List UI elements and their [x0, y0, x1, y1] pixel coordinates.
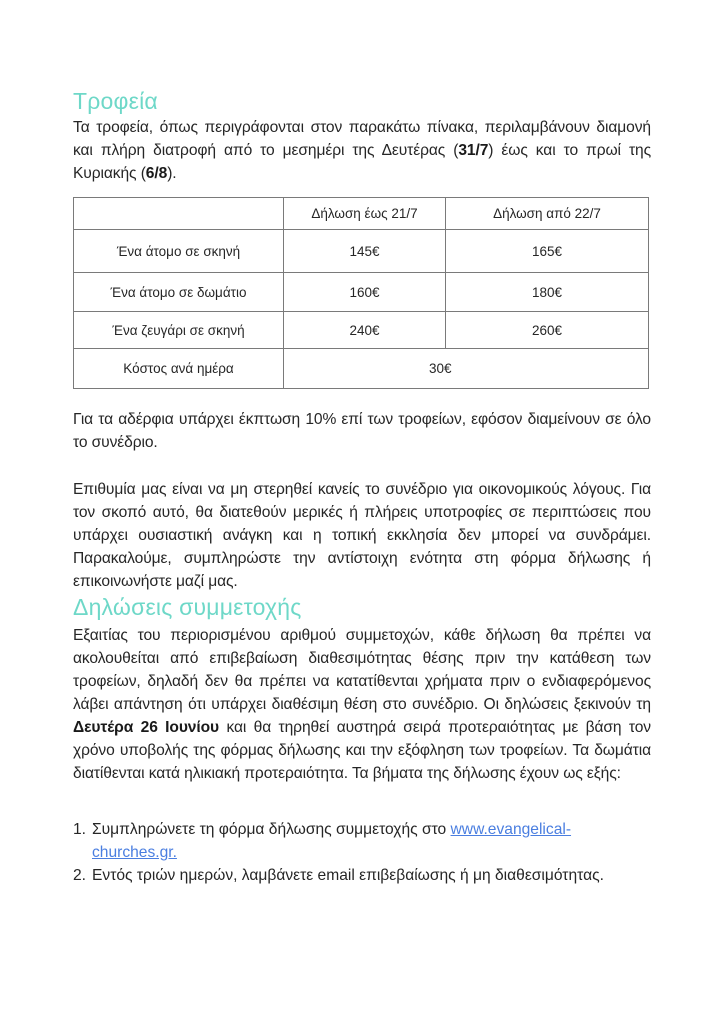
table-row-daily [74, 349, 649, 389]
price-early: 145€ [284, 230, 446, 273]
website-link[interactable]: www.evangelical-churches.gr. [92, 821, 572, 861]
registration-text: Εξαιτίας του περιορισμένου αριθμού συμμετοχών, κάθε δήλωση θα πρέπει να ακολουθείται από επιβεβαίωση διαθεσιμότητας θέσης πριν την κατάθεση των τροφείων, δηλαδή δεν θα πρέπει να κατατίθενται χρήματα πριν ο ενδιαφερόμενος λάβει απάντηση ότι υπάρχει διαθέσιμη θέση στο συνέδριο. Οι δηλώσεις ξεκινούν τη [73, 627, 651, 713]
fees-intro-paragraph [73, 116, 651, 185]
row-label: Ένα ζευγάρι σε σκηνή [74, 312, 284, 349]
step-number: 1. [73, 821, 87, 838]
fees-table [73, 197, 649, 389]
registration-paragraph [73, 624, 651, 785]
document-page [73, 86, 651, 884]
price-late: 260€ [446, 312, 649, 349]
table-header-late: Δήλωση από 22/7 [446, 198, 649, 230]
registration-start-date: Δευτέρα 26 Ιουνίου [73, 719, 220, 736]
section-title-registration: Δηλώσεις συμμετοχής [73, 594, 302, 620]
table-row [74, 230, 649, 273]
table-header-empty [74, 198, 284, 230]
row-label: Ένα άτομο σε σκηνή [74, 230, 284, 273]
row-label: Ένα άτομο σε δωμάτιο [74, 273, 284, 312]
end-date: 6/8 [145, 165, 168, 182]
table-row [74, 273, 649, 312]
table-header-row [74, 198, 649, 230]
scholarship-paragraph: Επιθυμία μας είναι να μη στερηθεί κανείς το συνέδριο για οικονομικούς λόγους. Για τον σκοπό αυτό, θα διατεθούν μερικές ή πλήρεις υποτροφίες σε περιπτώσεις που υπάρχει ουσιαστική ανάγκη και η τοπική εκκλησία δεν μπορεί να συνδράμει. Παρακαλούμε, συμπληρώστε την αντίστοιχη ενότητα στη φόρμα δήλωσης ή επικοινωνήστε μαζί μας. [73, 481, 651, 590]
discount-paragraph: Για τα αδέρφια υπάρχει έκπτωση 10% επί των τροφείων, εφόσον διαμείνουν σε όλο το συνέδριο. [73, 411, 651, 451]
row-label: Κόστος ανά ημέρα [74, 349, 284, 389]
price-early: 160€ [284, 273, 446, 312]
intro-text: Τα τροφεία, όπως περιγράφονται στον παρακάτω πίνακα, περιλαμβάνουν διαμονή και πλήρη διατροφή από το μεσημέρι της Δευτέρας ( [73, 119, 651, 159]
section-title-fees: Τροφεία [73, 88, 158, 114]
price-late: 180€ [446, 273, 649, 312]
table-header-early: Δήλωση έως 21/7 [284, 198, 446, 230]
registration-text: και θα τηρηθεί αυστηρά σειρά προτεραιότητας με βάση τον χρόνο υποβολής της φόρμας δήλωσης και την εξόφληση των τροφείων. Τα δωμάτια διατίθενται κατά ηλικιακή προτεραιότητα. Τα βήματα της δήλωσης έχουν ως εξής: [73, 719, 651, 782]
list-item [73, 864, 651, 887]
step-text: Συμπληρώνετε τη φόρμα δήλωσης συμμετοχής στο [92, 821, 451, 838]
step-number: 2. [73, 867, 87, 884]
registration-steps-list [73, 818, 651, 887]
table-row [74, 312, 649, 349]
step-text: Εντός τριών ημερών, λαμβάνετε email επιβεβαίωσης ή μη διαθεσιμότητας. [92, 867, 604, 884]
intro-text: ). [167, 165, 177, 182]
intro-text: ) έως και το πρωί της Κυριακής ( [73, 142, 651, 182]
daily-cost: 30€ [284, 349, 649, 389]
price-late: 165€ [446, 230, 649, 273]
start-date: 31/7 [458, 142, 489, 159]
price-early: 240€ [284, 312, 446, 349]
list-item [73, 818, 651, 864]
